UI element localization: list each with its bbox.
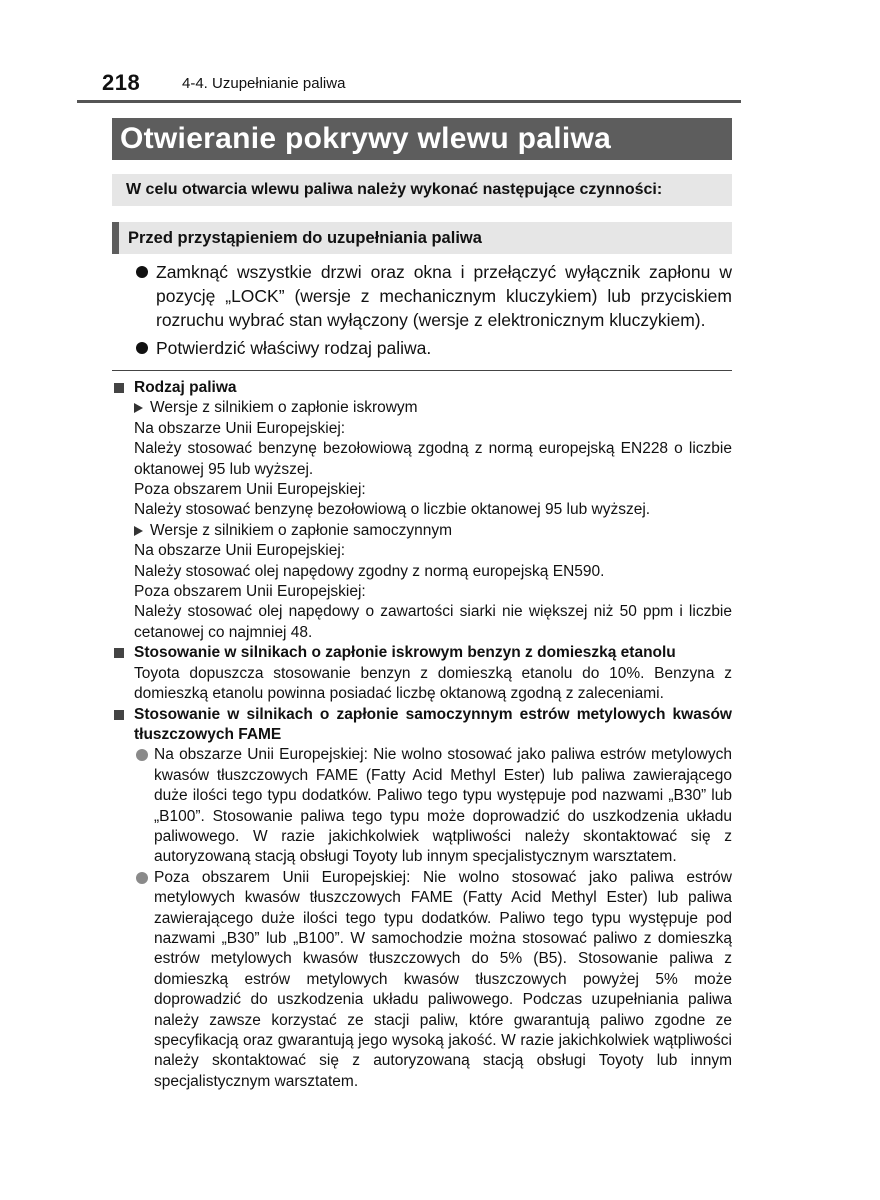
diesel-non-eu-text: Należy stosować olej napędowy o zawartości siarki nie większej niż 50 ppm i liczbie cetanowej co najmniej 48. bbox=[134, 603, 732, 641]
page-title: Otwieranie pokrywy wlewu paliwa bbox=[112, 118, 732, 160]
diesel-eu-text: Należy stosować olej napędowy zgodny z normą europejską EN590. bbox=[134, 562, 605, 580]
note-heading-fuel-type bbox=[112, 378, 732, 398]
grey-bullet-icon bbox=[136, 749, 148, 761]
petrol-non-eu-text: Należy stosować benzynę bezołowiową o liczbie oktanowej 95 lub wyższej. bbox=[134, 501, 651, 519]
note-heading-text: Stosowanie w silnikach o zapłonie iskrowym benzyn z domieszką etanolu bbox=[134, 644, 676, 662]
ethanol-text: Toyota dopuszcza stosowanie benzyn z domieszką etanolu do 10%. Benzyna z domieszką etanolu powinna posiadać liczbę oktanową zgodną z zaleceniami. bbox=[134, 664, 732, 703]
triangle-bullet-icon bbox=[134, 526, 143, 536]
intro-banner: W celu otwarcia wlewu paliwa należy wykonać następujące czynności: bbox=[112, 174, 732, 206]
diesel-non-eu-label: Poza obszarem Unii Europejskiej: bbox=[134, 583, 366, 601]
petrol-subheading bbox=[112, 398, 732, 418]
note-heading-ethanol bbox=[112, 643, 732, 663]
triangle-bullet-icon bbox=[134, 403, 143, 413]
petrol-non-eu-label: Poza obszarem Unii Europejskiej: bbox=[134, 481, 366, 499]
bullet-dot-icon bbox=[136, 266, 148, 278]
preparation-list bbox=[136, 260, 732, 360]
note-heading-text: Stosowanie w silnikach o zapłonie samoczynnym estrów metylowych kwasów tłuszczowych FAME bbox=[134, 705, 732, 743]
notes-section bbox=[112, 378, 732, 1092]
diesel-eu-label: Na obszarze Unii Europejskiej: bbox=[134, 542, 346, 560]
subheading-bar bbox=[112, 222, 732, 254]
diesel-subheading bbox=[112, 521, 732, 541]
diesel-label: Wersje z silnikiem o zapłonie samoczynnym bbox=[150, 521, 453, 539]
section-divider bbox=[112, 370, 732, 371]
note-heading-text: Rodzaj paliwa bbox=[134, 379, 237, 396]
list-item-text: Zamknąć wszystkie drzwi oraz okna i przełączyć wyłącznik zapłonu w pozycję „LOCK” (wersje z mechanicznym kluczykiem) lub przyciskiem rozruchu wybrać stan wyłączony (wersje z elektronicznym kluczykiem). bbox=[156, 262, 732, 330]
list-item bbox=[136, 260, 732, 332]
list-item-text: Potwierdzić właściwy rodzaj paliwa. bbox=[156, 338, 432, 358]
subheading-text: Przed przystąpieniem do uzupełniania paliwa bbox=[128, 229, 482, 247]
bullet-dot-icon bbox=[136, 342, 148, 354]
square-bullet-icon bbox=[114, 383, 124, 393]
list-item bbox=[136, 336, 732, 360]
petrol-label: Wersje z silnikiem o zapłonie iskrowym bbox=[150, 399, 418, 417]
note-heading-fame bbox=[112, 705, 732, 746]
grey-bullet-icon bbox=[136, 872, 148, 884]
header-rule bbox=[77, 100, 741, 103]
petrol-eu-text: Należy stosować benzynę bezołowiową zgodną z normą europejską EN228 o liczbie oktanowej 95 lub wyższej. bbox=[134, 440, 732, 478]
square-bullet-icon bbox=[114, 648, 124, 658]
fame-item-eu bbox=[112, 745, 732, 867]
fame-item-text: Poza obszarem Unii Europejskiej: Nie wolno stosować jako paliwa estrów metylowych kwasów tłuszczowych FAME (Fatty Acid Methyl Ester) lub paliwa zawierającego duże ilości tego typu dodatków. Paliwo tego typu występuje pod nazwami „B30” lub „B100”. W samochodzie można stosować paliwo z domieszką estrów metylowych kwasów tłuszczowych do 5% (B5). Stosowanie paliwa z domieszką estrów metylowych kwasów tłuszczowych powyżej 5% może doprowadzić do uszkodzenia układu paliwowego. Podczas uzupełniania paliwa należy zawsze korzystać ze stacji paliw, które gwarantują paliwo zgodne ze specyfikacją oraz gwarantują jego wysoką jakość. W razie jakichkolwiek wątpliwości należy skontaktować się z autoryzowaną stacją obsługi Toyoty lub innym specjalistycznym warsztatem. bbox=[154, 868, 732, 1090]
page-number: 218 bbox=[102, 70, 141, 95]
petrol-eu-label: Na obszarze Unii Europejskiej: bbox=[134, 419, 346, 437]
subheading-accent bbox=[112, 222, 119, 254]
page-header bbox=[102, 70, 742, 98]
square-bullet-icon bbox=[114, 710, 124, 720]
section-title: 4-4. Uzupełnianie paliwa bbox=[182, 75, 346, 92]
fame-item-text: Na obszarze Unii Europejskiej: Nie wolno stosować jako paliwa estrów metylowych kwasów tłuszczowych FAME (Fatty Acid Methyl Ester) lub paliwa zawierającego duże ilości tego typu dodatków. Paliwo tego typu występuje pod nazwami „B30” lub „B100”. Stosowanie paliwa tego typu może doprowadzić do uszkodzenia układu paliwowego. W razie jakichkolwiek wątpliwości należy skontaktować się z autoryzowaną stacją obsługi Toyoty lub innym specjalistycznym warsztatem. bbox=[154, 746, 732, 866]
fame-item-non-eu bbox=[112, 868, 732, 1092]
